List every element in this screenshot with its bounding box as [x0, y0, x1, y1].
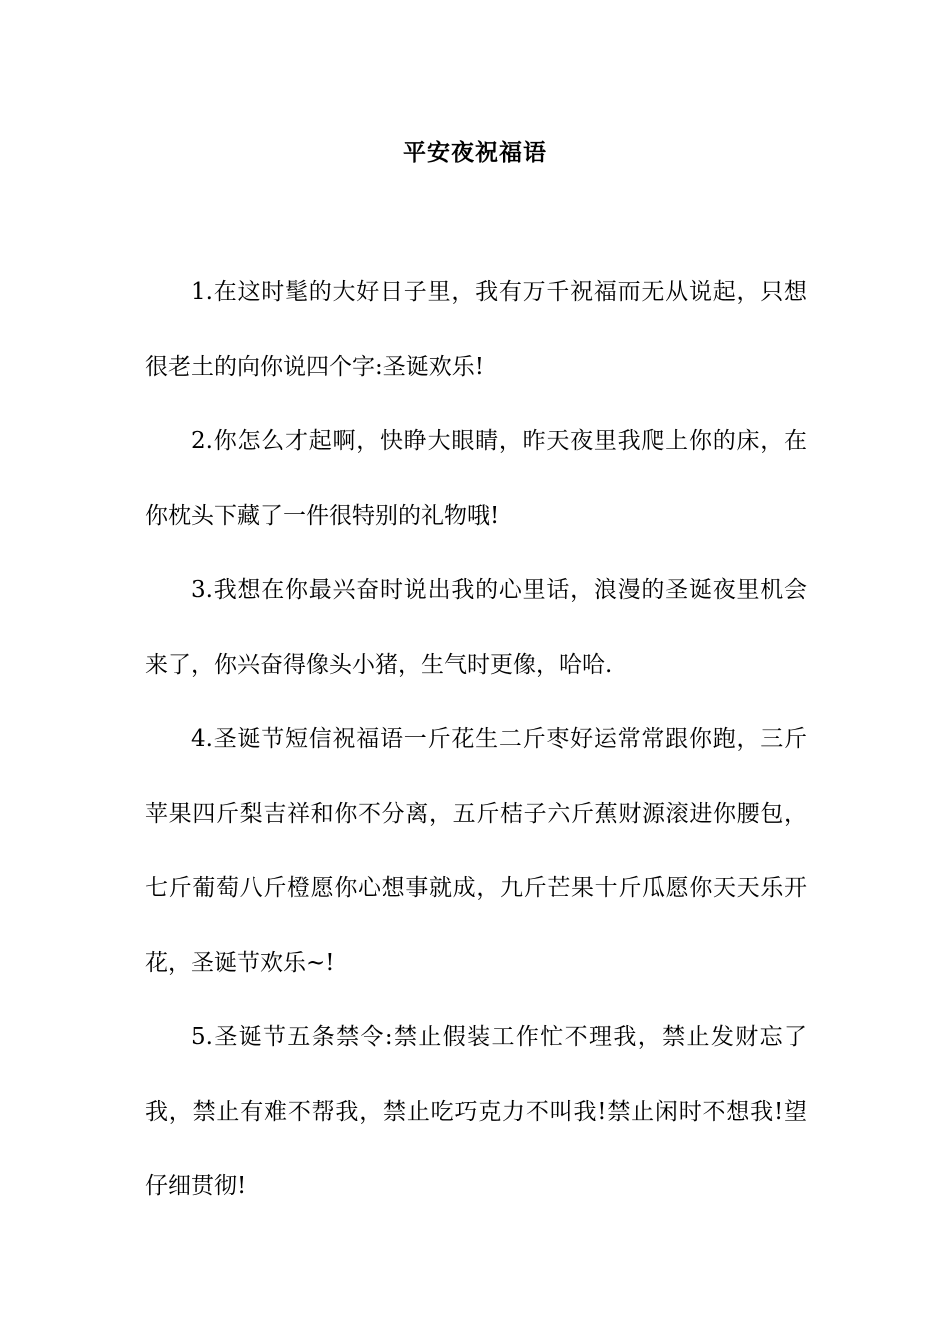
paragraph-4: 4.圣诞节短信祝福语一斤花生二斤枣好运常常跟你跑，三斤苹果四斤梨吉祥和你不分离，五斤桔子六斤蕉财源滚进你腰包，七斤葡萄八斤橙愿你心想事就成，九斤芒果十斤瓜愿你天天乐开花，圣诞节欢乐~!: [145, 726, 807, 976]
paragraph-2: 2.你怎么才起啊，快睁大眼睛，昨天夜里我爬上你的床，在你枕头下藏了一件很特别的礼物哦!: [145, 428, 807, 529]
paragraph-3: 3.我想在你最兴奋时说出我的心里话，浪漫的圣诞夜里机会来了，你兴奋得像头小猪，生气时更像，哈哈.: [145, 577, 807, 678]
document-body: [145, 255, 807, 1224]
paragraph-5: 5.圣诞节五条禁令:禁止假装工作忙不理我，禁止发财忘了我，禁止有难不帮我，禁止吃巧克力不叫我!禁止闲时不想我!望仔细贯彻!: [145, 1024, 807, 1199]
document-title: 平安夜祝福语: [403, 139, 547, 166]
paragraph-1: 1.在这时髦的大好日子里，我有万千祝福而无从说起，只想很老土的向你说四个字:圣诞欢乐!: [145, 279, 807, 380]
